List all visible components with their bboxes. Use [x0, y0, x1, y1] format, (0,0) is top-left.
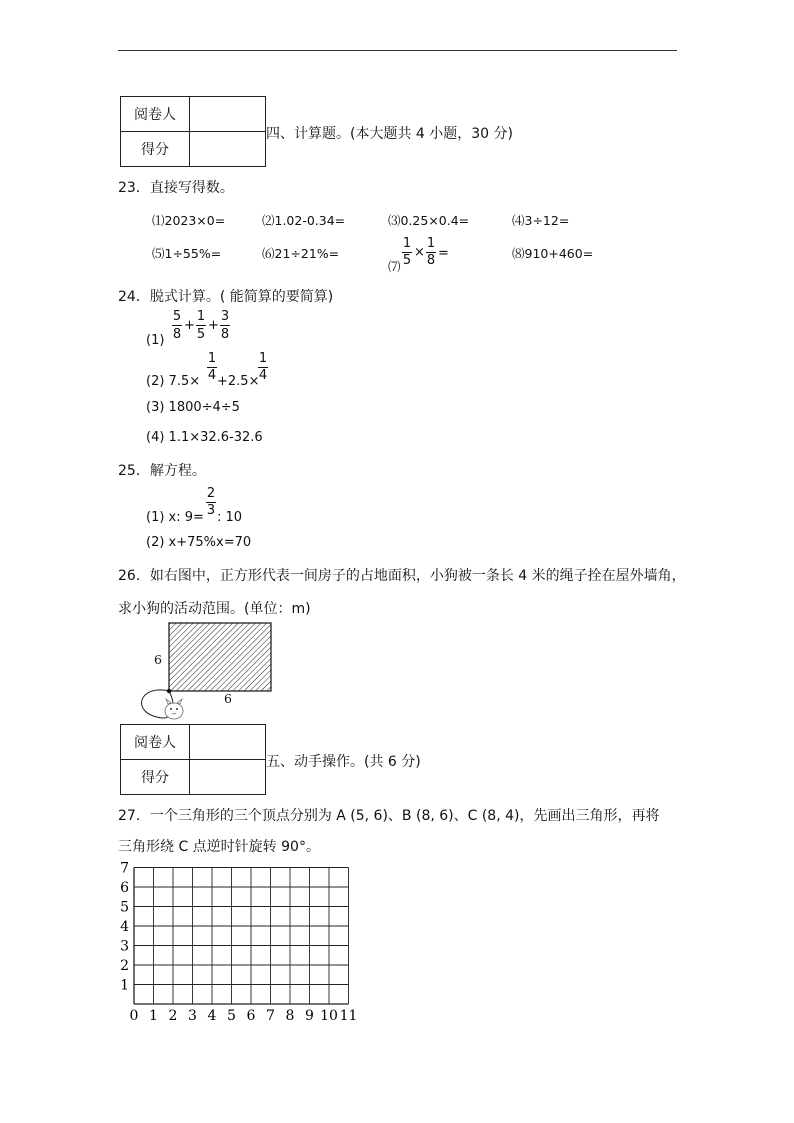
q24-p3: (3) 1800÷4÷5 [146, 400, 240, 415]
q24-p2-frac2-den: 4 [258, 368, 268, 383]
y-tick-label: 7 [120, 860, 129, 877]
q23-item-4: ⑷3÷12= [512, 213, 570, 228]
q24-p1-frac1-num: 5 [172, 309, 182, 324]
q25-p1-suffix: : 10 [217, 510, 243, 525]
q24-p2-frac2-num: 1 [258, 351, 268, 366]
x-tick-label: 6 [246, 1008, 256, 1024]
q27-line1: 27．一个三角形的三个顶点分别为 A (5, 6)、B (8, 6)、C (8, 4)，先画出三角形，再将 [118, 808, 660, 824]
score-label-2: 得分 [121, 760, 190, 795]
q24-p1-op1: + [184, 318, 195, 333]
q24-p2-mid: +2.5× [217, 374, 260, 389]
q23-title: 23．直接写得数。 [118, 180, 234, 196]
q23-item-5: ⑸1÷55%= [152, 246, 222, 261]
q24-p2-frac1-num: 1 [207, 351, 217, 366]
y-tick-label: 4 [120, 919, 129, 935]
reviewer-label-2: 阅卷人 [121, 725, 190, 760]
q24-p2-prefix: (2) 7.5× [146, 374, 201, 389]
q23-item-3: ⑶0.25×0.4= [388, 213, 470, 228]
q25-p1-prefix: (1) x: 9= [146, 510, 204, 525]
q23-item7-frac2-num: 1 [426, 236, 436, 251]
x-tick-label: 2 [168, 1008, 178, 1024]
q23-item7-frac2-den: 8 [426, 253, 436, 268]
x-tick-label: 0 [129, 1008, 139, 1024]
y-tick-label: 1 [120, 977, 129, 994]
q24-p1-frac3-den: 8 [220, 327, 230, 342]
score-table [120, 96, 266, 167]
q25-title: 25．解方程。 [118, 463, 206, 479]
score-label: 得分 [121, 132, 190, 167]
q25-p1-frac-num: 2 [206, 486, 216, 501]
q25-p2: (2) x+75%x=70 [146, 535, 252, 550]
q24-p1-op2: + [208, 318, 219, 333]
house-square [169, 623, 271, 691]
q23-item-8: ⑻910+460= [512, 246, 594, 261]
q23-item-6: ⑹21÷21%= [262, 246, 340, 261]
dog-icon [165, 699, 183, 719]
coordinate-grid[interactable] [118, 858, 368, 1028]
q23-item-2: ⑵1.02-0.34= [262, 213, 346, 228]
x-tick-label: 3 [188, 1008, 197, 1024]
q23-item-1: ⑴2023×0= [152, 213, 226, 228]
y-tick-label: 2 [120, 958, 129, 974]
q26-line1: 26．如右图中，正方形代表一间房子的占地面积，小狗被一条长 4 米的绳子拴在屋外墙角， [118, 568, 686, 584]
q23-item7-op2: = [438, 246, 449, 261]
y-tick-label: 6 [120, 880, 129, 896]
q24-p1-frac1-den: 8 [172, 327, 182, 342]
x-tick-label: 5 [227, 1008, 236, 1024]
x-tick-label: 10 [320, 1008, 338, 1024]
x-tick-label: 4 [207, 1008, 217, 1024]
q23-item7-op1: × [414, 245, 425, 260]
q24-p1-frac3-bar [220, 325, 230, 326]
q26-line2: 求小狗的活动范围。(单位：m) [118, 601, 311, 617]
x-tick-label: 8 [285, 1008, 295, 1024]
x-tick-label: 11 [339, 1008, 358, 1024]
x-tick-label: 7 [266, 1008, 275, 1024]
q24-p1-label: (1) [146, 333, 165, 348]
score-table-2 [120, 724, 266, 795]
reviewer-cell-2[interactable] [190, 725, 266, 760]
q23-item7-frac1-den: 5 [402, 253, 412, 268]
q24-p1-frac2-num: 1 [196, 309, 206, 324]
tie-point [167, 689, 171, 693]
x-tick-label: 9 [305, 1008, 314, 1024]
x-tick-label: 1 [149, 1008, 158, 1024]
header-rule [118, 50, 677, 51]
section-5-title: 五、动手操作。(共 6 分) [266, 754, 421, 770]
side-bottom-label: 6 [224, 691, 232, 706]
q24-p1-frac1-bar [172, 325, 182, 326]
q27-line2: 三角形绕 C 点逆时针旋转 90°。 [118, 839, 320, 855]
y-tick-label: 3 [120, 938, 129, 955]
reviewer-cell[interactable] [190, 97, 266, 132]
q24-p2-frac1-den: 4 [207, 368, 217, 383]
reviewer-label: 阅卷人 [121, 97, 190, 132]
q24-p1-frac2-den: 5 [196, 327, 206, 342]
score-cell[interactable] [190, 132, 266, 167]
q25-p1-frac-den: 3 [206, 503, 216, 518]
q24-title: 24．脱式计算。( 能简算的要简算) [118, 289, 334, 305]
dog-house-figure [130, 618, 280, 724]
y-tick-label: 5 [120, 899, 129, 916]
q24-p1-frac2-bar [196, 325, 206, 326]
q24-p4: (4) 1.1×32.6-32.6 [146, 430, 263, 445]
side-left-label: 6 [154, 652, 162, 667]
q23-item-7-label: ⑺ [388, 259, 401, 274]
q23-item7-frac1-num: 1 [402, 236, 412, 251]
section-4-title: 四、计算题。(本大题共 4 小题，30 分) [266, 126, 513, 142]
score-cell-2[interactable] [190, 760, 266, 795]
q24-p1-frac3-num: 3 [220, 309, 230, 324]
